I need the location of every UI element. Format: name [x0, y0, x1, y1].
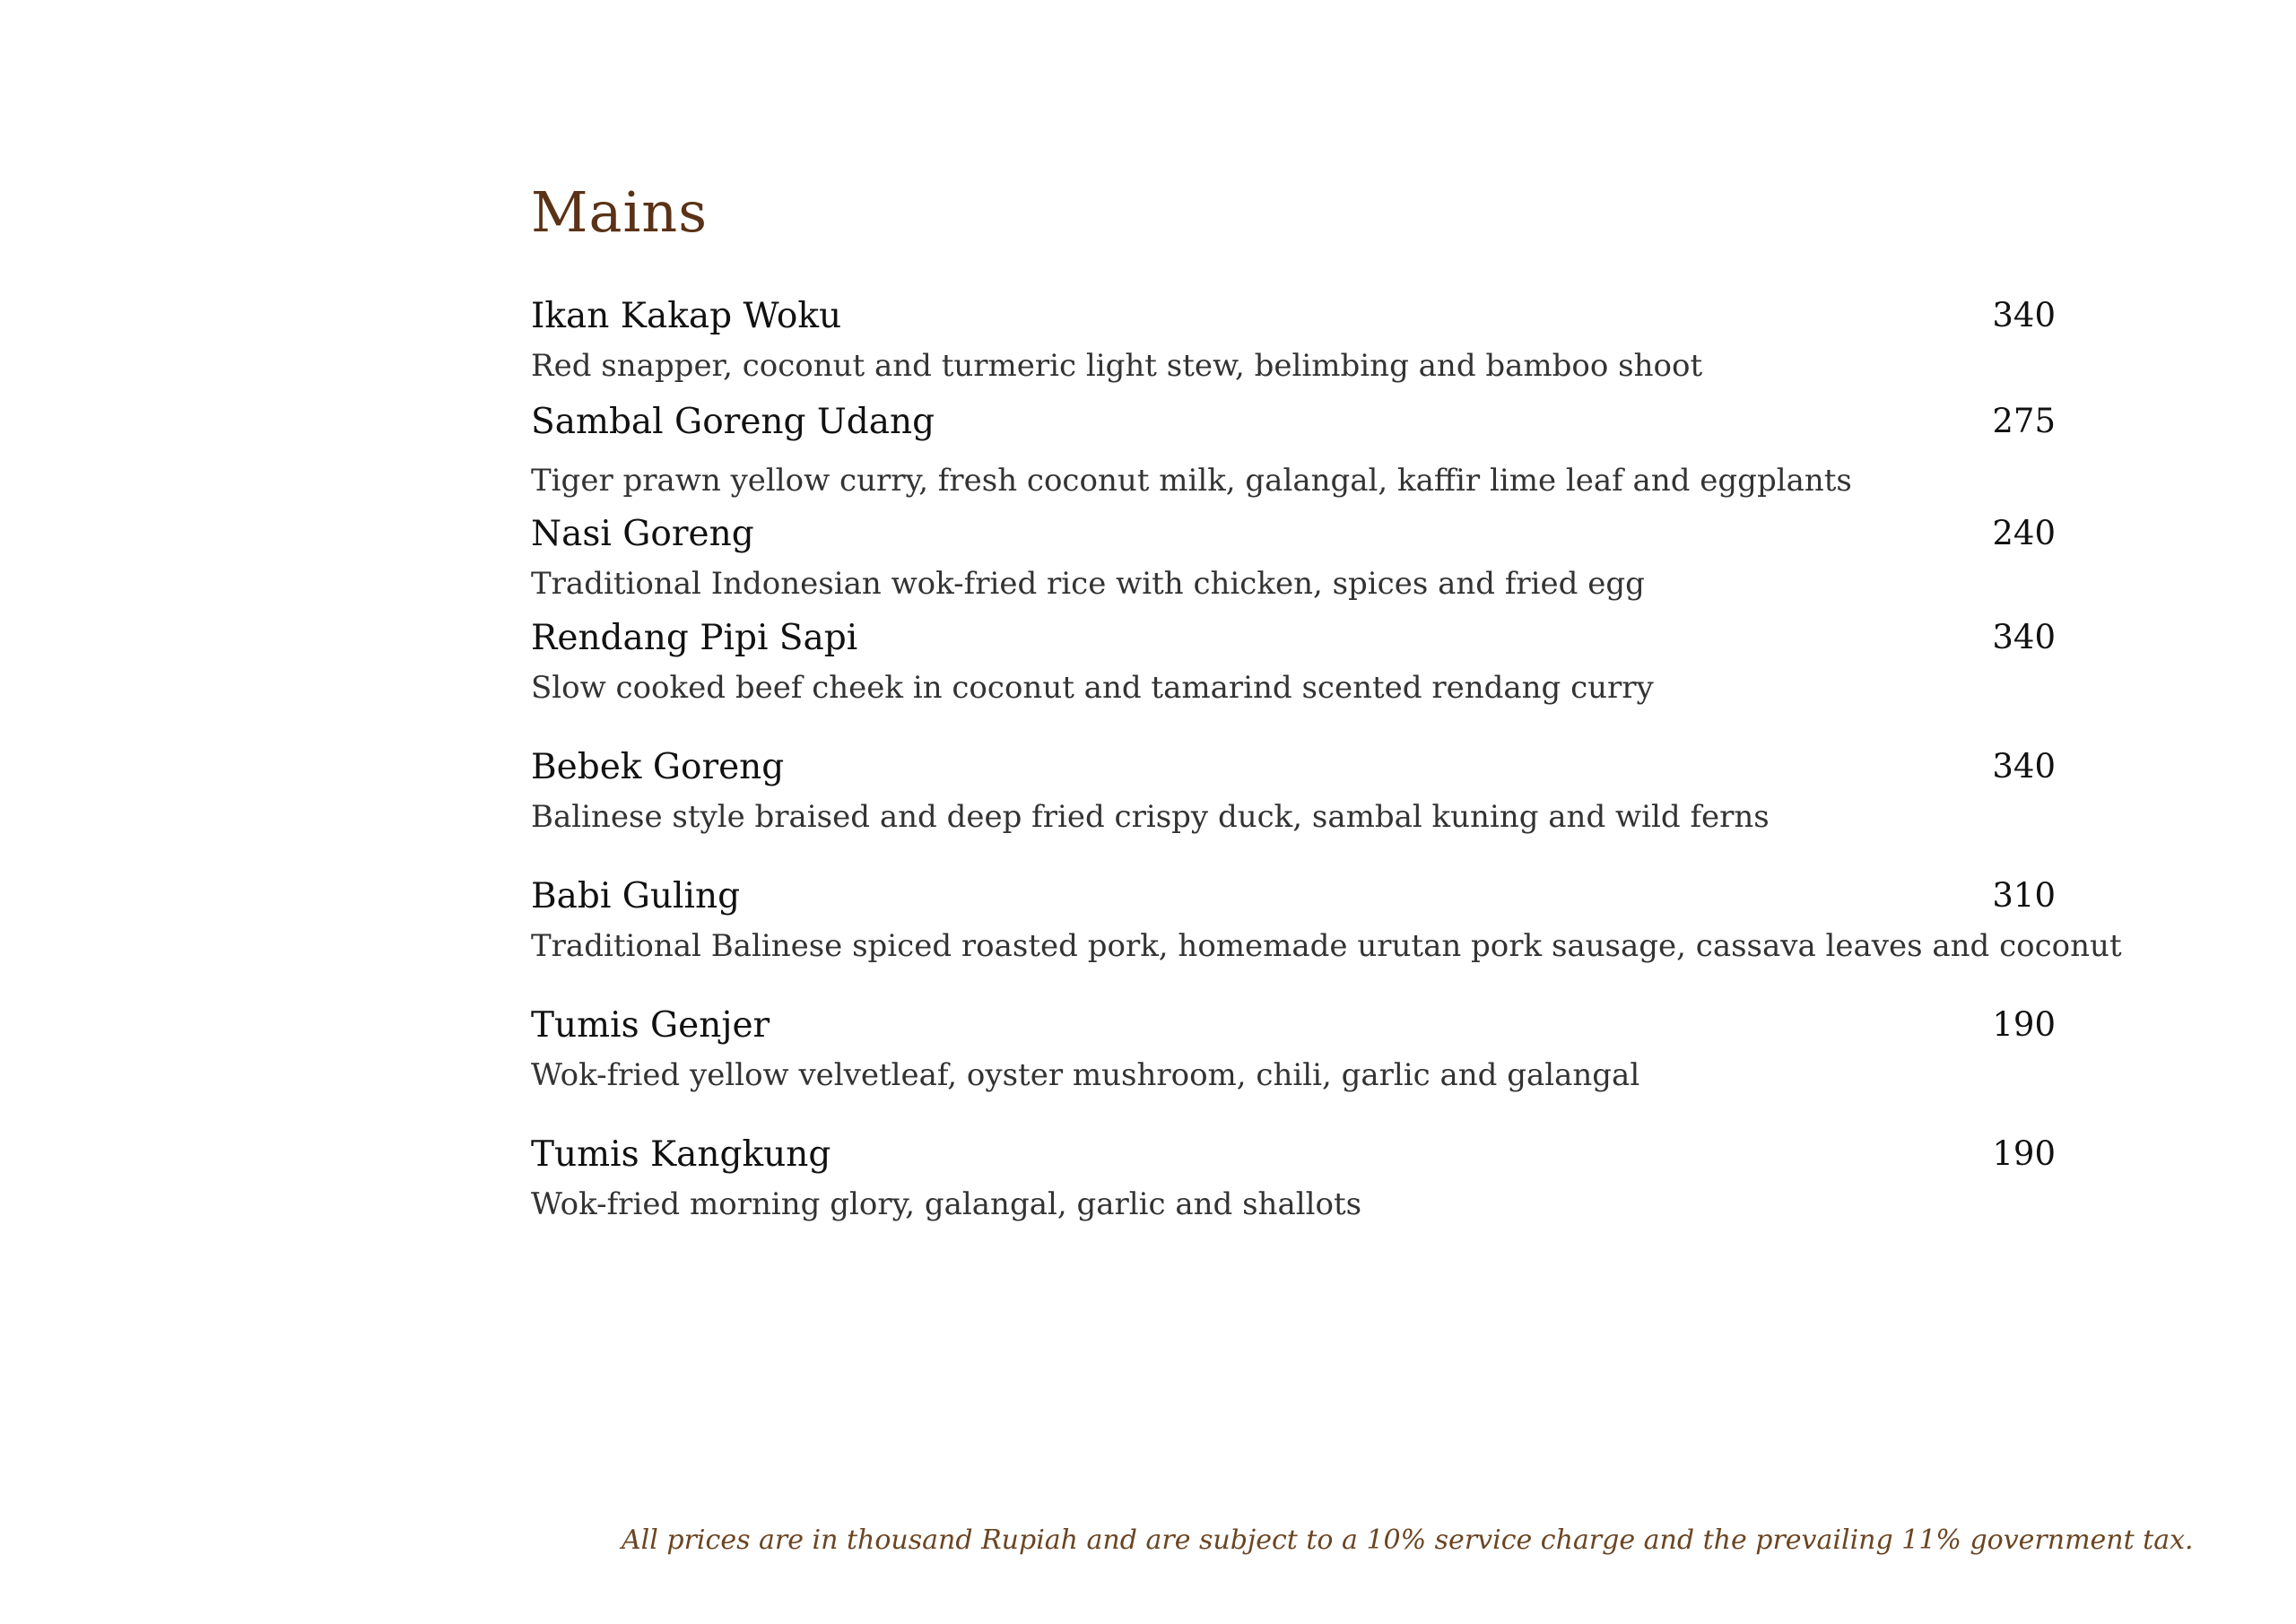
- menu-item-name: Ikan Kakap Woku: [531, 296, 842, 336]
- menu-item-name: Tumis Genjer: [531, 1005, 770, 1046]
- menu-item-description: Balinese style braised and deep fried crispy duck, sambal kuning and wild ferns: [531, 799, 1770, 835]
- menu-item-price: 190: [1992, 1134, 2056, 1173]
- pricing-note: All prices are in thousand Rupiah and are subject to a 10% service charge and the prevailing 11% government tax.: [622, 1524, 2194, 1556]
- menu-item-price: 240: [1992, 514, 2056, 552]
- menu-item-price: 340: [1992, 747, 2056, 786]
- menu-item-description: Wok-fried morning glory, galangal, garlic and shallots: [531, 1186, 1362, 1222]
- menu-item-name: Rendang Pipi Sapi: [531, 618, 858, 658]
- section-title: Mains: [531, 179, 709, 245]
- menu-item-description: Traditional Indonesian wok-fried rice with chicken, spices and fried egg: [531, 566, 1645, 602]
- menu-item-description: Wok-fried yellow velvetleaf, oyster mushroom, chili, garlic and galangal: [531, 1057, 1640, 1093]
- menu-item-price: 310: [1992, 876, 2056, 915]
- menu-item-name: Nasi Goreng: [531, 514, 754, 554]
- menu-item-description: Slow cooked beef cheek in coconut and tamarind scented rendang curry: [531, 670, 1654, 706]
- menu-item-name: Sambal Goreng Udang: [531, 402, 935, 442]
- menu-item-description: Red snapper, coconut and turmeric light stew, belimbing and bamboo shoot: [531, 348, 1703, 384]
- menu-item-name: Tumis Kangkung: [531, 1134, 831, 1175]
- menu-item-price: 340: [1992, 296, 2056, 334]
- menu-item-description: Tiger prawn yellow curry, fresh coconut milk, galangal, kaffir lime leaf and eggplants: [531, 463, 1852, 499]
- menu-item-name: Bebek Goreng: [531, 747, 785, 787]
- menu-item-price: 275: [1992, 402, 2056, 440]
- menu-item-name: Babi Guling: [531, 876, 741, 916]
- menu-item-description: Traditional Balinese spiced roasted pork, homemade urutan pork sausage, cassava leaves and coconut: [531, 928, 2122, 964]
- menu-item-price: 340: [1992, 618, 2056, 656]
- menu-item-price: 190: [1992, 1005, 2056, 1044]
